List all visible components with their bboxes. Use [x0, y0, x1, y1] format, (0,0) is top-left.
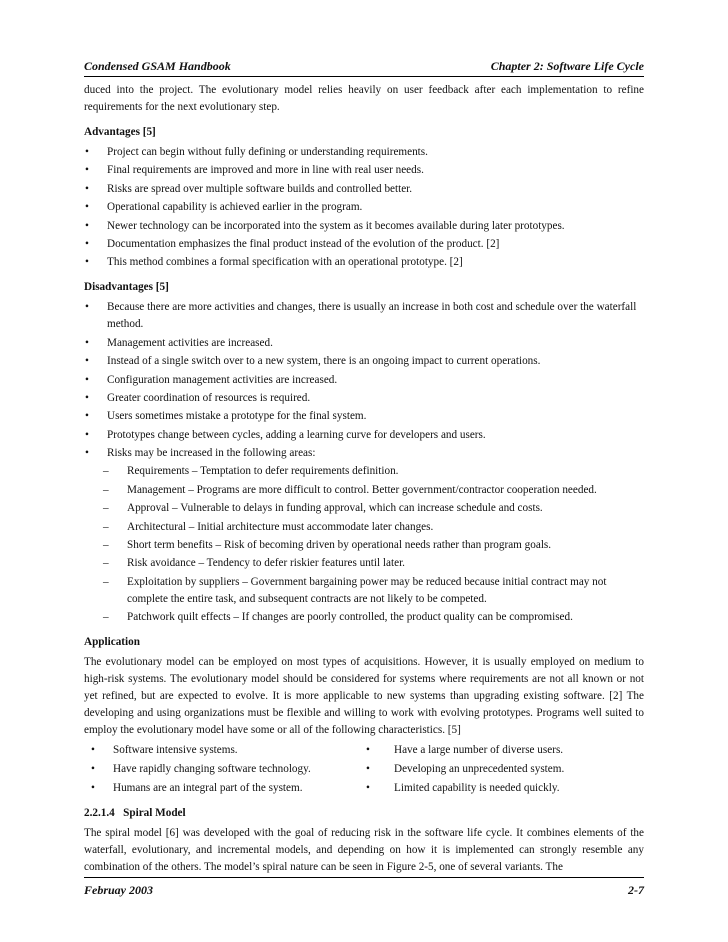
disadvantages-list: [84, 299, 644, 462]
intro-paragraph: duced into the project. The evolutionary model relies heavily on user feedback after each implementation to refine requirements for the next evolutionary step.: [84, 84, 644, 113]
sub-list-item: – Management – Programs are more difficult to control. Better government/contractor cooperation needed.: [84, 482, 644, 499]
page-header: [84, 59, 644, 74]
risk-areas-list: [84, 463, 644, 626]
list-item: • Greater coordination of resources is required.: [84, 390, 644, 407]
list-item: • Documentation emphasizes the final product instead of the evolution of the product. [2]: [84, 236, 644, 253]
header-rule: [84, 76, 644, 77]
spiral-model-heading: 2.2.1.4 Spiral Model: [84, 807, 186, 820]
header-chapter: Chapter 2: Software Life Cycle: [490, 59, 644, 73]
list-item: • Have rapidly changing software technology.: [84, 761, 366, 778]
list-item: • Because there are more activities and changes, there is usually an increase in both cost and schedule over the waterfall method.: [84, 299, 644, 333]
page-footer: [84, 883, 644, 898]
footer-date: Februay 2003: [84, 883, 153, 897]
list-item: • Instead of a single switch over to a new system, there is an ongoing impact to current operations.: [84, 353, 644, 370]
page-body: [84, 82, 644, 876]
list-item: • Limited capability is needed quickly.: [366, 780, 644, 797]
header-title: Condensed GSAM Handbook: [84, 59, 231, 73]
sub-list-item: – Patchwork quilt effects – If changes are poorly controlled, the product quality can be compromised.: [84, 609, 644, 626]
sub-list-item: – Approval – Vulnerable to delays in funding approval, which can increase schedule and costs.: [84, 500, 644, 517]
list-item: • Management activities are increased.: [84, 335, 644, 352]
list-item: • Project can begin without fully defining or understanding requirements.: [84, 144, 644, 161]
list-item: • Software intensive systems.: [84, 742, 366, 759]
advantages-heading: Advantages [5]: [84, 126, 156, 138]
list-item: • This method combines a formal specification with an operational prototype. [2]: [84, 254, 644, 271]
sub-list-item: – Short term benefits – Risk of becoming driven by operational needs rather than program goals.: [84, 537, 644, 554]
application-heading: Application: [84, 636, 140, 649]
sub-list-item: – Architectural – Initial architecture must accommodate later changes.: [84, 519, 644, 536]
list-item: • Final requirements are improved and more in line with real user needs.: [84, 162, 644, 179]
sub-list-item: – Requirements – Temptation to defer requirements definition.: [84, 463, 644, 480]
list-item: • Users sometimes mistake a prototype for the final system.: [84, 408, 644, 425]
sub-list-item: – Risk avoidance – Tendency to defer riskier features until later.: [84, 555, 644, 572]
advantages-list: [84, 144, 644, 271]
list-item: • Risks may be increased in the following areas:: [84, 445, 644, 462]
page-number: 2-7: [628, 883, 644, 897]
list-item: • Prototypes change between cycles, adding a learning curve for developers and users.: [84, 427, 644, 444]
list-item: • Configuration management activities are increased.: [84, 372, 644, 389]
application-paragraph: The evolutionary model can be employed on most types of acquisitions. However, it is usually employed on medium to high-risk systems. The evolutionary model should be considered for systems where requirements are not all known or not yet refined, but are expected to evolve. It is more applicable to new systems than upgrading existing software. [2] The developing and using organizations must be flexible and willing to work with evolving prototypes. Programs well suited to employ the evolutionary model have some or all of the following characteristics. [5]: [84, 656, 644, 737]
list-item: • Have a large number of diverse users.: [366, 742, 644, 759]
spiral-model-paragraph: The spiral model [6] was developed with the goal of reducing risk in the software life cycle. It combines elements of the waterfall, evolutionary, and incremental models, and depending on how it is implemented can strongly resemble any combination of the others. The model’s spiral nature can be seen in Figure 2-5, one of several variants. The: [84, 827, 644, 874]
list-item: • Developing an unprecedented system.: [366, 761, 644, 778]
characteristics-list: [84, 742, 644, 797]
list-item: • Newer technology can be incorporated into the system as it becomes available during later prototypes.: [84, 218, 644, 235]
list-item: • Humans are an integral part of the system.: [84, 780, 366, 797]
footer-rule: [84, 877, 644, 878]
disadvantages-heading: Disadvantages [5]: [84, 281, 169, 294]
list-item: • Operational capability is achieved earlier in the program.: [84, 199, 644, 216]
sub-list-item: – Exploitation by suppliers – Government bargaining power may be reduced because initial contract may not complete the entire task, and subsequent contracts are not likely to be competed.: [84, 574, 644, 608]
list-item: • Risks are spread over multiple software builds and controlled better.: [84, 181, 644, 198]
